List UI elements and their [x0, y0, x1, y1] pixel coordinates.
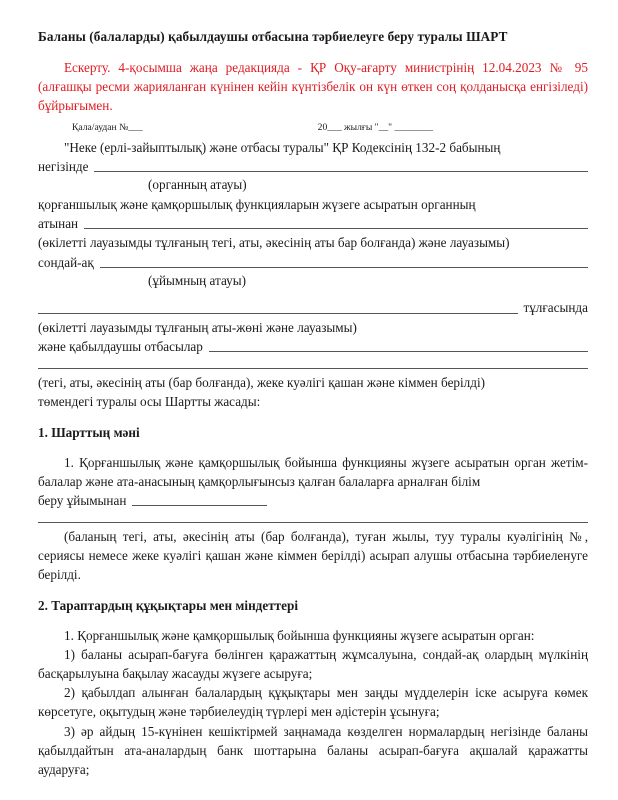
organization-label: беру ұйымынан — [38, 492, 127, 508]
basis-text: "Неке (ерлі-зайыптылық) және отбасы туралы" ҚР Кодексінің 132-2 бабының — [64, 140, 501, 156]
section-1-heading: 1. Шарттың мәні — [38, 425, 140, 441]
families-rule-second — [38, 368, 588, 369]
caption-family: (тегі, аты, әкесінің аты (бар болғанда), жеке куәлігі қашан және кіммен берілді) — [38, 374, 486, 390]
place-number-field: Қала/аудан №___ — [72, 121, 143, 133]
basis-rule — [94, 171, 588, 172]
families-fill-line — [38, 337, 588, 356]
list-item: 1) баланы асырап-бағуға бөлінген қаражаттың жұмсалуына, сондай-ақ олардың мүлкінің басқарылуына бақылау жасауды жүзеге асыруға; — [38, 647, 588, 682]
authority-rule — [84, 228, 588, 229]
person-rule — [38, 313, 518, 314]
caption-person: (өкілетті лауазымды тұлғаның аты-жөні және лауазымы) — [38, 319, 357, 335]
list-item: 2) қабылдап алынған балалардың құқықтары мен заңды мүдделерін іске асыруға көмек көрсетуге, оқытудың және тәрбиелеудің түрлері мен әдістерін ұсынуға; — [38, 685, 588, 720]
page-title: Баланы (балаларды) қабылдаушы отбасына тәрбиелеуге беру туралы ШАРТ — [38, 29, 508, 44]
list-item: 3) әр айдың 15-күнінен кешіктірмей заңнамада көзделген нормалардың негізінде баланы қабылдайтын ата-аналардың банк шоттарына баланы асырап-бағуға ақшалай қаражатты аударуға; — [38, 723, 588, 777]
organization-fill-line — [38, 491, 588, 510]
authority-fill-line — [38, 214, 588, 233]
editorial-note: Ескерту. 4-қосымша жаңа редакцияда - ҚР Оқу-ағарту министрінің 12.04.2023 № 95 (алғашқы ресми жарияланған күнінен кейін күнтізбелік он күн өткен соң қолданысқа енгізіледі) бұйрығымен. — [38, 60, 588, 113]
families-rule — [209, 351, 588, 352]
also-label: сондай-ақ — [38, 254, 94, 270]
authority-label: атынан — [38, 216, 79, 232]
section-1-paragraph: 1. Қорғаншылық және қамқоршылық бойынша функцияны жүзеге асыратын орган жетім-балалар және ата-анасының қамқорлығынсыз қалған балаларға арналған білім — [38, 454, 588, 489]
basis-label: негізінде — [38, 159, 89, 175]
also-rule — [100, 267, 588, 268]
organization-rule — [132, 505, 267, 506]
person-fill-line — [38, 298, 588, 317]
child-details-rule — [38, 522, 588, 523]
authority-text: қорғаншылық және қамқоршылық функцияларын жүзеге асыратын органның — [38, 197, 476, 213]
families-label: және қабылдаушы отбасылар — [38, 338, 203, 354]
person-tail-label: тұлғасында — [523, 300, 588, 316]
caption-official: (өкілетті лауазымды тұлғаның тегі, аты, әкесінің аты бар болғанда) және лауазымы) — [38, 235, 510, 251]
place-date-row — [38, 122, 588, 134]
section-2-heading: 2. Тараптардың құқықтары мен міндеттері — [38, 598, 299, 614]
caption-child: (баланың тегі, аты, әкесінің аты (бар болғанда), туған жылы, туу туралы куәлігінің №, сериясы немесе жеке куәлігі қашан және кіммен берілді) асырап алушы отбасына тәрбиеленуге берілді. — [38, 529, 588, 583]
basis-fill-line — [38, 157, 588, 176]
caption-org-name: (ұйымның атауы) — [148, 272, 246, 288]
section-2-intro: 1. Қорғаншылық және қамқоршылық бойынша функцияны жүзеге асыратын орган: — [64, 627, 535, 643]
caption-organ: (органның атауы) — [148, 177, 247, 193]
date-field: 20___ жылғы "__" ________ — [317, 121, 433, 133]
also-fill-line — [38, 253, 588, 272]
preamble-conclusion: төмендегі туралы осы Шартты жасады: — [38, 393, 261, 409]
